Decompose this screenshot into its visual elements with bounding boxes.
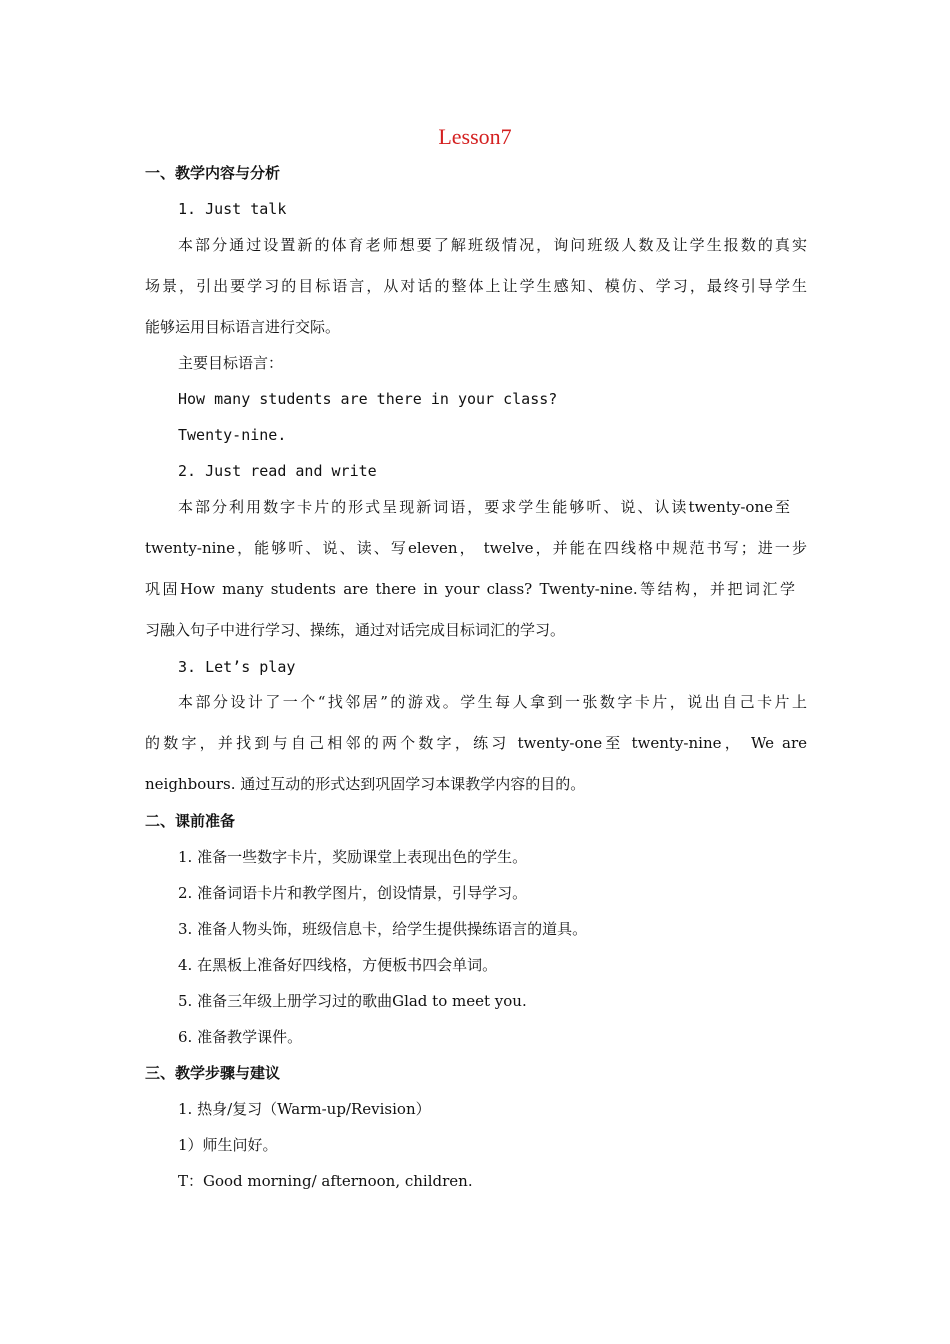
item2-title: 2. Just read and write xyxy=(178,462,377,480)
item2-para-line1: 本部分利用数字卡片的形式呈现新词语，要求学生能够听、说、认读twenty-one至 xyxy=(178,498,790,516)
prep-item-6: 6. 准备教学课件。 xyxy=(178,1028,303,1046)
target-question: How many students are there in your class? xyxy=(178,390,558,408)
item3-para-line2: 的数字，并找到与自己相邻的两个数字，练习 twenty-one至 twenty-nine， We are xyxy=(145,734,807,752)
prep-item-2: 2. 准备词语卡片和教学图片，创设情景，引导学习。 xyxy=(178,884,528,902)
step1-title: 1. 热身/复习（Warm-up/Revision） xyxy=(178,1100,431,1118)
step1-sub1: 1）师生问好。 xyxy=(178,1136,278,1154)
page-title: Lesson7 xyxy=(438,124,512,149)
item1-para-line2: 场景，引出要学习的目标语言，从对话的整体上让学生感知、模仿、学习，最终引导学生 xyxy=(145,277,807,295)
item1-title: 1. Just talk xyxy=(178,200,287,218)
section1-heading: 一、教学内容与分析 xyxy=(145,164,281,182)
item3-para-line1: 本部分设计了一个“找邻居”的游戏。学生每人拿到一张数字卡片，说出自己卡片上 xyxy=(178,693,807,711)
item1-para-line3: 能够运用目标语言进行交际。 xyxy=(145,318,341,336)
prep-item-5: 5. 准备三年级上册学习过的歌曲Glad to meet you. xyxy=(178,992,527,1010)
item2-para-line2: twenty-nine，能够听、说、读、写eleven， twelve，并能在四线格中规范书写；进一步 xyxy=(145,539,807,557)
step1-dialog1: T：Good morning/ afternoon, children. xyxy=(178,1172,473,1190)
prep-item-1: 1. 准备一些数字卡片，奖励课堂上表现出色的学生。 xyxy=(178,848,528,866)
target-answer: Twenty-nine. xyxy=(178,426,287,444)
item3-para-line3: neighbours. 通过互动的形式达到巩固学习本课教学内容的目的。 xyxy=(145,775,586,793)
item2-para-line4: 习融入句子中进行学习、操练，通过对话完成目标词汇的学习。 xyxy=(145,621,566,639)
target-language-label: 主要目标语言： xyxy=(178,354,284,372)
item3-title: 3. Let’s play xyxy=(178,658,296,676)
prep-item-4: 4. 在黑板上准备好四线格，方便板书四会单词。 xyxy=(178,956,498,974)
item1-para-line1: 本部分通过设置新的体育老师想要了解班级情况，询问班级人数及让学生报数的真实 xyxy=(178,236,807,254)
section2-heading: 二、课前准备 xyxy=(145,812,236,830)
item2-para-line3: 巩固How many students are there in your class? Twenty-nine.等结构，并把词汇学 xyxy=(145,580,795,598)
section3-heading: 三、教学步骤与建议 xyxy=(145,1064,281,1082)
prep-item-3: 3. 准备人物头饰，班级信息卡，给学生提供操练语言的道具。 xyxy=(178,920,588,938)
